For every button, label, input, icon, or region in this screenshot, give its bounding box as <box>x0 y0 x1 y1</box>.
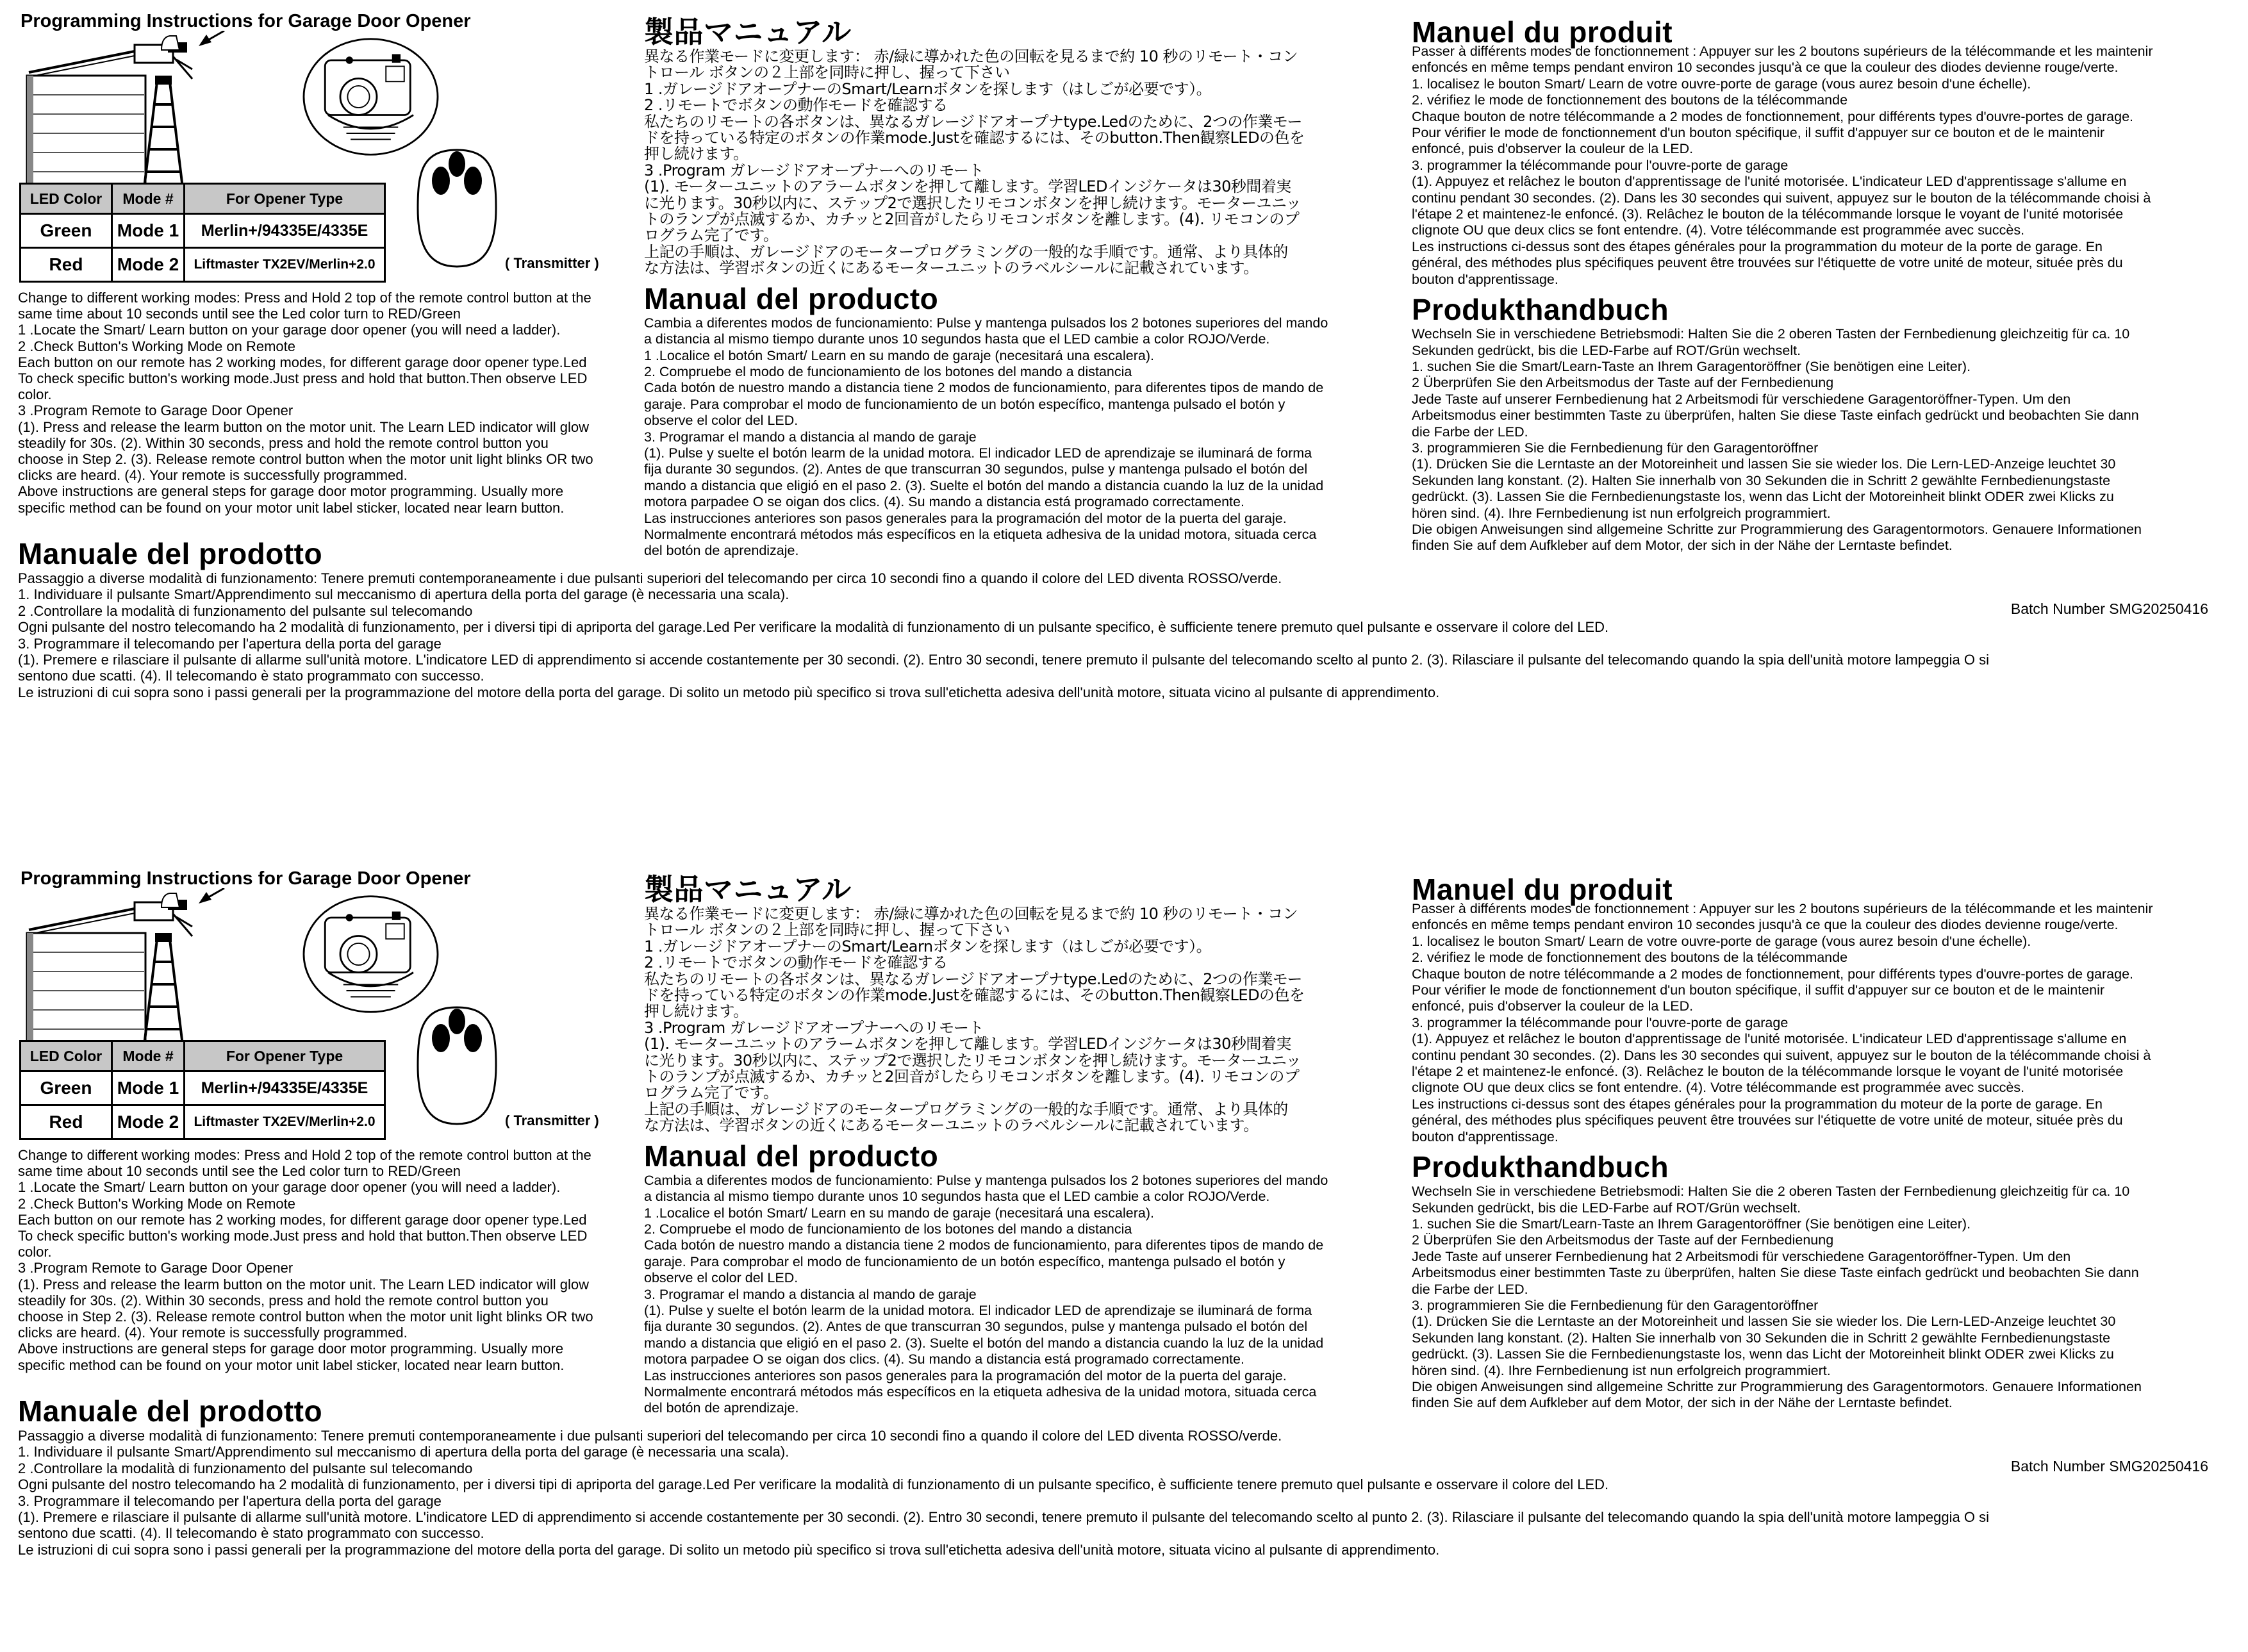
text-line: général, des méthodes plus spécifiques peuvent être trouvées sur l'étiquette de votre unité de moteur, située près du <box>1412 1112 2123 1128</box>
text-line: mando a distancia que eligió en el paso 2. (3). Suelte el botón del mando a distancia cuando la luz de la unidad <box>644 477 1324 493</box>
text-line: 3. programmer la télécommande pour l'ouvre-porte de garage <box>1412 157 1789 173</box>
transmitter-label: ( Transmitter ) <box>505 1112 599 1128</box>
text-line: 1. Individuare il pulsante Smart/Apprendimento sul meccanismo di apertura della porta del garage (è necessaria una scala). <box>18 586 789 603</box>
text-line: del botón de aprendizaje. <box>644 1400 799 1416</box>
text-line: Normalmente encontrará métodos más específicos en la etiqueta adhesiva de la unidad motora, situada cerca <box>644 1384 1317 1400</box>
text-line: (1). Pulse y suelte el botón learm de la unidad motora. El indicador LED de aprendizaje se iluminará de forma <box>644 445 1312 461</box>
batch-number: Batch Number SMG20250416 <box>2010 1458 2208 1474</box>
text-line: sentono due scatti. (4). Il telecomando è stato programmato con successo. <box>18 1525 484 1542</box>
text-line: enfoncé, puis d'observer la couleur de la LED. <box>1412 998 1694 1014</box>
text-line: clignote OU que deux clics se font entendre. (4). Votre télécommande est programmée avec succès. <box>1412 222 2025 238</box>
text-line: トロール ボタンの２上部を同時に押し、握って下さい <box>644 921 1010 939</box>
text-line: 2 .リモートでボタンの動作モードを確認する <box>644 96 948 115</box>
text-line: 押し続けます。 <box>644 145 748 163</box>
text-line: 私たちのリモートの各ボタンは、異なるガレージドアオープナtype.Ledのために、2つの作業モー <box>644 970 1302 988</box>
text-line: Cada botón de nuestro mando a distancia tiene 2 modos de funcionamiento, para diferentes tipos de mando de <box>644 1237 1324 1253</box>
spanish-instructions <box>644 315 1394 559</box>
text-line: To check specific button's working mode.Just press and hold that button.Then observe LED <box>18 1228 588 1244</box>
japanese-column <box>644 0 1394 559</box>
table-header: LED Color <box>21 184 112 214</box>
text-line: Above instructions are general steps for garage door motor programming. Usually more <box>18 483 564 500</box>
english-column <box>18 857 643 1373</box>
text-line: 上記の手順は、ガレージドアのモータープログラミングの一般的な手順です。通常、より具体的 <box>644 242 1288 261</box>
german-instructions <box>1412 326 2238 554</box>
french-german-column <box>1412 0 2238 554</box>
text-line: (1). モーターユニットのアラームボタンを押して離します。学習LEDインジケータは30秒間着実 <box>644 178 1291 196</box>
text-line: 1 .Localice el botón Smart/ Learn en su mando de garaje (necesitará una escalera). <box>644 1205 1154 1221</box>
text-line: die Farbe der LED. <box>1412 1281 1528 1297</box>
table-header: For Opener Type <box>185 184 385 214</box>
japanese-instructions <box>644 49 1394 277</box>
motor-unit-closeup-illustration <box>299 893 443 1015</box>
italian-title: Manuale del prodotto <box>18 1394 323 1428</box>
text-line: (1). Press and release the learm button on the motor unit. The Learn LED indicator will glow <box>18 1276 590 1293</box>
text-line: Las instrucciones anteriores son pasos generales para la programación del motor de la puerta del garaje. <box>644 1367 1287 1384</box>
japanese-title: 製品マニュアル <box>644 15 852 49</box>
table-cell: Liftmaster TX2EV/Merlin+2.0 <box>185 1105 385 1139</box>
italian-instructions <box>18 1428 2229 1558</box>
text-line: choose in Step 2. (3). Release remote control button when the motor unit light blinks OR two <box>18 451 593 468</box>
text-line: specific method can be found on your motor unit label sticker, located near learn button. <box>18 1357 565 1373</box>
text-line: ログラム完了です。 <box>644 1084 779 1102</box>
text-line: に光ります。30秒以内に、ステップ2で選択したリモコンボタンを押し続けます。モーターユニッ <box>644 1051 1302 1070</box>
table-cell: Mode 1 <box>112 214 185 248</box>
text-line: Sekunden gedrückt, bis die LED-Farbe auf ROT/Grün wechselt. <box>1412 1200 1801 1216</box>
french-german-column <box>1412 857 2238 1412</box>
text-line: specific method can be found on your motor unit label sticker, located near learn button. <box>18 499 565 516</box>
text-line: 異なる作業モードに変更します： 赤/緑に導かれた色の回転を見るまで約 10 秒のリモート・コン <box>644 905 1298 923</box>
text-line: 3. programmieren Sie die Fernbedienung für den Garagentoröffner <box>1412 440 1819 456</box>
german-title: Produkthandbuch <box>1412 293 1669 327</box>
text-line: garaje. Para comprobar el modo de funcionamiento de un botón específico, mantenga pulsado el botón y <box>644 1253 1285 1269</box>
text-line: clignote OU que deux clics se font entendre. (4). Votre télécommande est programmée avec succès. <box>1412 1080 2025 1096</box>
illustration-area <box>18 32 643 195</box>
text-line: Chaque bouton de notre télécommande a 2 modes de fonctionnement, pour différents types d'ouvre-portes de garage. <box>1412 108 2134 124</box>
text-line: enfoncés en même temps pendant environ 10 secondes jusqu'à ce que la couleur des diodes devienne rouge/verte. <box>1412 917 2119 933</box>
text-line: fija durante 30 segundos. (2). Antes de que transcurran 30 segundos, pulse y mantenga pulsado el botón del <box>644 461 1308 477</box>
text-line: l'étape 2 et maintenez-le enfoncé. (3). Relâchez le bouton de la télécommande lorsque le voyant de l'unité motorisée <box>1412 1064 2124 1080</box>
text-line: bouton d'apprentissage. <box>1412 271 1558 287</box>
text-line: Normalmente encontrará métodos más específicos en la etiqueta adhesiva de la unidad motora, situada cerca <box>644 526 1317 542</box>
text-line: Le istruzioni di cui sopra sono i passi generali per la programmazione del motore della porta del garage. Di solito un metodo più specifico si trova sull'etichetta adesiva dell'unità motore, situata vicino al pulsante di apprendimento. <box>18 1541 1440 1558</box>
text-line: général, des méthodes plus spécifiques peuvent être trouvées sur l'étiquette de votre unité de moteur, située près du <box>1412 255 2123 271</box>
text-line: clicks are heard. (4). Your remote is successfully programmed. <box>18 467 408 484</box>
text-line: 3 .Program ガレージドアオープナーへのリモート <box>644 161 984 179</box>
text-line: motora parpadee O se oigan dos clics. (4). Su mando a distancia está programado correctamente. <box>644 494 1244 510</box>
text-line: 2. vérifiez le mode de fonctionnement des boutons de la télécommande <box>1412 92 1848 108</box>
led-mode-table <box>19 183 386 283</box>
text-line: Ogni pulsante del nostro telecomando ha 2 modalità di funzionamento, per i diversi tipi di apriporta del garage.Led Per verificare la modalità di funzionamento di un pulsante specifico, è sufficiente tenere premuto quel pulsante e osservare il colore del LED. <box>18 1476 1609 1493</box>
remote-transmitter-illustration <box>415 1005 499 1127</box>
italian-title: Manuale del prodotto <box>18 537 323 570</box>
text-line: To check specific button's working mode.Just press and hold that button.Then observe LED <box>18 370 588 387</box>
text-line: a distancia al mismo tiempo durante unos 10 segundos hasta que el LED cambie a color ROJO/Verde. <box>644 1189 1270 1205</box>
german-title: Produkthandbuch <box>1412 1150 1669 1184</box>
text-line: 1 .Localice el botón Smart/ Learn en su mando de garaje (necesitará una escalera). <box>644 347 1154 363</box>
table-header-row <box>21 184 385 214</box>
text-line: observe el color del LED. <box>644 1270 798 1286</box>
text-line: 2 .Check Button's Working Mode on Remote <box>18 338 296 354</box>
french-instructions <box>1412 901 2238 1145</box>
text-line: a distancia al mismo tiempo durante unos 10 segundos hasta que el LED cambie a color ROJO/Verde. <box>644 331 1270 347</box>
text-line: (1). モーターユニットのアラームボタンを押して離します。学習LEDインジケータは30秒間着実 <box>644 1035 1291 1053</box>
text-line: (1). Drücken Sie die Lerntaste an der Motoreinheit und lassen Sie sie wieder los. Die Lern-LED-Anzeige leuchtet 30 <box>1412 1314 2116 1330</box>
text-line: 1 .ガレージドアオープナーのSmart/Learnボタンを探します（はしごが必要です）。 <box>644 937 1212 955</box>
text-line: (1). Pulse y suelte el botón learm de la unidad motora. El indicador LED de aprendizaje se iluminará de forma <box>644 1302 1312 1318</box>
text-line: Change to different working modes: Press and Hold 2 top of the remote control button at the <box>18 1147 591 1163</box>
remote-transmitter-illustration <box>415 147 499 269</box>
text-line: な方法は、学習ボタンの近くにあるモーターユニットのラベルシールに記載されています。 <box>644 1116 1259 1135</box>
text-line: 押し続けます。 <box>644 1002 748 1021</box>
text-line: mando a distancia que eligió en el paso 2. (3). Suelte el botón del mando a distancia cuando la luz de la unidad <box>644 1335 1324 1351</box>
table-row <box>21 1105 385 1139</box>
text-line: Wechseln Sie in verschiedene Betriebsmodi: Halten Sie die 2 oberen Tasten der Fernbedienung gleichzeitig für ca. 10 <box>1412 1184 2130 1200</box>
text-line: 1 .Locate the Smart/ Learn button on your garage door opener (you will need a ladder). <box>18 1179 561 1196</box>
table-header-row <box>21 1041 385 1071</box>
text-line: motora parpadee O se oigan dos clics. (4). Su mando a distancia está programado correctamente. <box>644 1351 1244 1367</box>
table-cell: Liftmaster TX2EV/Merlin+2.0 <box>185 248 385 282</box>
text-line: (1). Appuyez et relâchez le bouton d'apprentissage de l'unité motorisée. L'indicateur LED d'apprentissage s'allume en <box>1412 1031 2127 1047</box>
text-line: finden Sie auf dem Aufkleber auf dem Motor, der sich in der Nähe der Lerntaste befindet. <box>1412 538 1953 554</box>
table-cell: Mode 1 <box>112 1071 185 1105</box>
text-line: トのランプが点滅するか、カチッと2回音がしたらリモコンボタンを離します。(4). リモコンのプ <box>644 1068 1300 1086</box>
instruction-sheet-2 <box>0 857 2248 1652</box>
instruction-sheet-1 <box>0 0 2248 795</box>
text-line: 1. localisez le bouton Smart/ Learn de votre ouvre-porte de garage (vous aurez besoin d'une échelle). <box>1412 933 2031 949</box>
text-line: 1. suchen Sie die Smart/Learn-Taste an Ihrem Garagentoröffner (Sie benötigen eine Leiter). <box>1412 358 1971 374</box>
french-title: Manuel du produit <box>1412 15 1673 49</box>
text-line: steadily for 30s. (2). Within 30 seconds, press and hold the remote control button you <box>18 434 549 451</box>
transmitter-label: ( Transmitter ) <box>505 255 599 271</box>
text-line: 3 .Program ガレージドアオープナーへのリモート <box>644 1018 984 1037</box>
text-line: l'étape 2 et maintenez-le enfoncé. (3). Relâchez le bouton de la télécommande lorsque le voyant de l'unité motorisée <box>1412 206 2124 222</box>
table-cell: Mode 2 <box>112 1105 185 1139</box>
batch-number: Batch Number SMG20250416 <box>2010 600 2208 617</box>
text-line: 3 .Program Remote to Garage Door Opener <box>18 402 293 419</box>
text-line: 3 .Program Remote to Garage Door Opener <box>18 1260 293 1276</box>
text-line: ドを持っている特定のボタンの作業mode.Justを確認するには、そのbutton.Then観察LEDの色を <box>644 986 1305 1005</box>
table-cell: Green <box>21 214 112 248</box>
table-cell: Green <box>21 1071 112 1105</box>
text-line: 私たちのリモートの各ボタンは、異なるガレージドアオープナtype.Ledのために、2つの作業モー <box>644 112 1302 131</box>
text-line: gedrückt. (3). Lassen Sie die Fernbedienungstaste los, wenn das Licht der Motoreinheit blinkt ODER zwei Klicks zu <box>1412 489 2114 505</box>
text-line: 1 .ガレージドアオープナーのSmart/Learnボタンを探します（はしごが必要です）。 <box>644 79 1212 98</box>
text-line: Change to different working modes: Press and Hold 2 top of the remote control button at the <box>18 290 591 306</box>
text-line: 3. Programmare il telecomando per l'apertura della porta del garage <box>18 635 442 652</box>
text-line: 3. programmieren Sie die Fernbedienung für den Garagentoröffner <box>1412 1297 1819 1313</box>
text-line: garaje. Para comprobar el modo de funcionamiento de un botón específico, mantenga pulsado el botón y <box>644 396 1285 412</box>
text-line: トロール ボタンの２上部を同時に押し、握って下さい <box>644 63 1010 82</box>
motor-unit-closeup-illustration <box>299 36 443 158</box>
text-line: 異なる作業モードに変更します： 赤/緑に導かれた色の回転を見るまで約 10 秒のリモート・コン <box>644 47 1298 65</box>
text-line: (1). Appuyez et relâchez le bouton d'apprentissage de l'unité motorisée. L'indicateur LED d'apprentissage s'allume en <box>1412 174 2127 190</box>
table-header: Mode # <box>112 184 185 214</box>
text-line: del botón de aprendizaje. <box>644 543 799 559</box>
text-line: Wechseln Sie in verschiedene Betriebsmodi: Halten Sie die 2 oberen Tasten der Fernbedienung gleichzeitig für ca. 10 <box>1412 326 2130 342</box>
spanish-instructions <box>644 1173 1394 1417</box>
japanese-column <box>644 857 1394 1417</box>
text-line: 2. Compruebe el modo de funcionamiento de los botones del mando a distancia <box>644 1221 1132 1237</box>
text-line: continu pendant 30 secondes. (2). Dans les 30 secondes qui suivent, appuyez sur le bouton de la télécommande choisi à <box>1412 1047 2151 1063</box>
text-line: 1. Individuare il pulsante Smart/Apprendimento sul meccanismo di apertura della porta del garage (è necessaria una scala). <box>18 1444 789 1460</box>
text-line: 3. programmer la télécommande pour l'ouvre-porte de garage <box>1412 1014 1789 1030</box>
japanese-title: 製品マニュアル <box>644 872 852 907</box>
english-title: Programming Instructions for Garage Door Opener <box>21 11 471 31</box>
text-line: 1 .Locate the Smart/ Learn button on your garage door opener (you will need a ladder). <box>18 322 561 338</box>
text-line: Sekunden lang konstant. (2). Halten Sie innerhalb von 30 Sekunden die in Schritt 2 gewählte Fernbedienungstaste <box>1412 472 2111 488</box>
text-line: 上記の手順は、ガレージドアのモータープログラミングの一般的な手順です。通常、より具体的 <box>644 1100 1288 1118</box>
table-cell: Merlin+/94335E/4335E <box>185 214 385 248</box>
italian-instructions <box>18 570 2229 700</box>
text-line: Sekunden gedrückt, bis die LED-Farbe auf ROT/Grün wechselt. <box>1412 342 1801 358</box>
text-line: に光ります。30秒以内に、ステップ2で選択したリモコンボタンを押し続けます。モーターユニッ <box>644 194 1302 212</box>
text-line: Passer à différents modes de fonctionnement : Appuyer sur les 2 boutons supérieurs de la télécommande et les maintenir <box>1412 44 2153 59</box>
text-line: Jede Taste auf unserer Fernbedienung hat 2 Arbeitsmodi für verschiedene Garagentoröffner-Typen. Um den <box>1412 391 2071 407</box>
table-cell: Red <box>21 248 112 282</box>
illustration-area <box>18 889 643 1053</box>
text-line: 2 .Check Button's Working Mode on Remote <box>18 1195 296 1212</box>
text-line: Ogni pulsante del nostro telecomando ha 2 modalità di funzionamento, per i diversi tipi di apriporta del garage.Led Per verificare la modalità di funzionamento di un pulsante specifico, è sufficiente tenere premuto quel pulsante e osservare il colore del LED. <box>18 619 1609 636</box>
text-line: bouton d'apprentissage. <box>1412 1128 1558 1144</box>
text-line: (1). Drücken Sie die Lerntaste an der Motoreinheit und lassen Sie sie wieder los. Die Lern-LED-Anzeige leuchtet 30 <box>1412 456 2116 472</box>
text-line: Die obigen Anweisungen sind allgemeine Schritte zur Programmierung des Garagentormotors. Genauere Informationen <box>1412 1378 2142 1394</box>
text-line: same time about 10 seconds until see the Led color turn to RED/Green <box>18 1163 461 1180</box>
table-cell: Mode 2 <box>112 248 185 282</box>
text-line: 1. suchen Sie die Smart/Learn-Taste an Ihrem Garagentoröffner (Sie benötigen eine Leiter). <box>1412 1216 1971 1232</box>
text-line: Les instructions ci-dessus sont des étapes générales pour la programmation du moteur de la porte de garage. En <box>1412 1096 2103 1112</box>
text-line: Cambia a diferentes modos de funcionamiento: Pulse y mantenga pulsados los 2 botones superiores del mando <box>644 315 1328 331</box>
text-line: トのランプが点滅するか、カチッと2回音がしたらリモコンボタンを離します。(4). リモコンのプ <box>644 210 1300 229</box>
text-line: Las instrucciones anteriores son pasos generales para la programación del motor de la puerta del garaje. <box>644 510 1287 526</box>
text-line: ドを持っている特定のボタンの作業mode.Justを確認するには、そのbutton.Then観察LEDの色を <box>644 129 1305 147</box>
text-line: (1). Premere e rilasciare il pulsante di allarme sull'unità motore. L'indicatore LED di apprendimento si accende costantemente per 30 secondi. (2). Entro 30 secondi, tenere premuto il pulsante del telecomando scelto al punto 2. (3). Rilasciare il pulsante del telecomando quando la spia dell'unità motore lampeggia O si <box>18 1509 1989 1526</box>
text-line: gedrückt. (3). Lassen Sie die Fernbedienungstaste los, wenn das Licht der Motoreinheit blinkt ODER zwei Klicks zu <box>1412 1346 2114 1362</box>
table-row <box>21 1071 385 1105</box>
text-line: steadily for 30s. (2). Within 30 seconds, press and hold the remote control button you <box>18 1292 549 1309</box>
text-line: Le istruzioni di cui sopra sono i passi generali per la programmazione del motore della porta del garage. Di solito un metodo più specifico si trova sull'etichetta adesiva dell'unità motore, situata vicino al pulsante di apprendimento. <box>18 684 1440 700</box>
text-line: Passer à différents modes de fonctionnement : Appuyer sur les 2 boutons supérieurs de la télécommande et les maintenir <box>1412 901 2153 916</box>
text-line: finden Sie auf dem Aufkleber auf dem Motor, der sich in der Nähe der Lerntaste befindet. <box>1412 1395 1953 1411</box>
text-line: Above instructions are general steps for garage door motor programming. Usually more <box>18 1341 564 1357</box>
japanese-instructions <box>644 906 1394 1134</box>
text-line: Les instructions ci-dessus sont des étapes générales pour la programmation du moteur de la porte de garage. En <box>1412 238 2103 254</box>
table-header: Mode # <box>112 1041 185 1071</box>
german-instructions <box>1412 1184 2238 1412</box>
french-title: Manuel du produit <box>1412 873 1673 906</box>
text-line: same time about 10 seconds until see the Led color turn to RED/Green <box>18 306 461 322</box>
text-line: Cambia a diferentes modos de funcionamiento: Pulse y mantenga pulsados los 2 botones superiores del mando <box>644 1172 1328 1188</box>
text-line: observe el color del LED. <box>644 413 798 429</box>
text-line: な方法は、学習ボタンの近くにあるモーターユニットのラベルシールに記載されています。 <box>644 259 1259 277</box>
text-line: 3. Programmare il telecomando per l'apertura della porta del garage <box>18 1492 442 1509</box>
text-line: 2 .Controllare la modalità di funzionamento del pulsante sul telecomando <box>18 602 473 619</box>
table-cell: Merlin+/94335E/4335E <box>185 1071 385 1105</box>
text-line: sentono due scatti. (4). Il telecomando è stato programmato con successo. <box>18 668 484 684</box>
text-line: color. <box>18 1244 52 1260</box>
text-line: 2. Compruebe el modo de funcionamiento de los botones del mando a distancia <box>644 363 1132 379</box>
text-line: Pour vérifier le mode de fonctionnement d'un bouton spécifique, il suffit d'appuyer sur ce bouton et de le maintenir <box>1412 982 2105 998</box>
table-row <box>21 214 385 248</box>
garage-door-opener-illustration <box>19 888 231 1048</box>
text-line: continu pendant 30 secondes. (2). Dans les 30 secondes qui suivent, appuyez sur le bouton de la télécommande choisi à <box>1412 190 2151 206</box>
text-line: Die obigen Anweisungen sind allgemeine Schritte zur Programmierung des Garagentormotors. Genauere Informationen <box>1412 521 2142 537</box>
text-line: Jede Taste auf unserer Fernbedienung hat 2 Arbeitsmodi für verschiedene Garagentoröffner-Typen. Um den <box>1412 1248 2071 1264</box>
garage-door-opener-illustration <box>19 31 231 191</box>
table-row <box>21 248 385 282</box>
text-line: Each button on our remote has 2 working modes, for different garage door opener type.Led <box>18 354 587 370</box>
text-line: hören sind. (4). Ihre Fernbedienung ist nun erfolgreich programmiert. <box>1412 505 1831 521</box>
text-line: Each button on our remote has 2 working modes, for different garage door opener type.Led <box>18 1211 587 1228</box>
text-line: choose in Step 2. (3). Release remote control button when the motor unit light blinks OR two <box>18 1309 593 1325</box>
french-instructions <box>1412 44 2238 288</box>
text-line: 2 Überprüfen Sie den Arbeitsmodus der Taste auf der Fernbedienung <box>1412 1232 1834 1248</box>
text-line: Arbeitsmodus einer bestimmten Taste zu überprüfen, halten Sie diese Taste einfach gedrückt und beobachten Sie dann <box>1412 408 2139 424</box>
text-line: enfoncé, puis d'observer la couleur de la LED. <box>1412 141 1694 157</box>
led-mode-table <box>19 1040 386 1140</box>
spanish-title: Manual del producto <box>644 1139 939 1173</box>
italian-section <box>18 537 2229 700</box>
table-header: For Opener Type <box>185 1041 385 1071</box>
text-line: Pour vérifier le mode de fonctionnement d'un bouton spécifique, il suffit d'appuyer sur ce bouton et de le maintenir <box>1412 125 2105 141</box>
text-line: 2 .リモートでボタンの動作モードを確認する <box>644 954 948 972</box>
spanish-title: Manual del producto <box>644 281 939 315</box>
english-instructions <box>18 1147 643 1373</box>
text-line: 2. vérifiez le mode de fonctionnement des boutons de la télécommande <box>1412 950 1848 966</box>
text-line: 1. localisez le bouton Smart/ Learn de votre ouvre-porte de garage (vous aurez besoin d'une échelle). <box>1412 76 2031 92</box>
text-line: Passaggio a diverse modalità di funzionamento: Tenere premuti contemporaneamente i due pulsanti superiori del telecomando per circa 10 secondi fino a quando il colore del LED diventa ROSSO/verde. <box>18 1428 1282 1444</box>
text-line: fija durante 30 segundos. (2). Antes de que transcurran 30 segundos, pulse y mantenga pulsado el botón del <box>644 1319 1308 1335</box>
text-line: (1). Press and release the learm button on the motor unit. The Learn LED indicator will glow <box>18 418 590 435</box>
text-line: Cada botón de nuestro mando a distancia tiene 2 modos de funcionamiento, para diferentes tipos de mando de <box>644 380 1324 396</box>
text-line: Arbeitsmodus einer bestimmten Taste zu überprüfen, halten Sie diese Taste einfach gedrückt und beobachten Sie dann <box>1412 1265 2139 1281</box>
text-line: ログラム完了です。 <box>644 226 779 245</box>
text-line: (1). Premere e rilasciare il pulsante di allarme sull'unità motore. L'indicatore LED di apprendimento si accende costantemente per 30 secondi. (2). Entro 30 secondi, tenere premuto il pulsante del telecomando scelto al punto 2. (3). Rilasciare il pulsante del telecomando quando la spia dell'unità motore lampeggia O si <box>18 652 1989 668</box>
text-line: 3. Programar el mando a distancia al mando de garaje <box>644 1286 977 1302</box>
text-line: clicks are heard. (4). Your remote is successfully programmed. <box>18 1325 408 1341</box>
table-header: LED Color <box>21 1041 112 1071</box>
text-line: Passaggio a diverse modalità di funzionamento: Tenere premuti contemporaneamente i due pulsanti superiori del telecomando per circa 10 secondi fino a quando il colore del LED diventa ROSSO/verde. <box>18 570 1282 586</box>
text-line: Sekunden lang konstant. (2). Halten Sie innerhalb von 30 Sekunden die in Schritt 2 gewählte Fernbedienungstaste <box>1412 1330 2111 1346</box>
text-line: 2 Überprüfen Sie den Arbeitsmodus der Taste auf der Fernbedienung <box>1412 375 1834 391</box>
table-cell: Red <box>21 1105 112 1139</box>
text-line: Chaque bouton de notre télécommande a 2 modes de fonctionnement, pour différents types d'ouvre-portes de garage. <box>1412 966 2134 982</box>
text-line: enfoncés en même temps pendant environ 10 secondes jusqu'à ce que la couleur des diodes devienne rouge/verte. <box>1412 60 2119 76</box>
english-title: Programming Instructions for Garage Door Opener <box>21 868 471 889</box>
text-line: color. <box>18 386 52 403</box>
text-line: hören sind. (4). Ihre Fernbedienung ist nun erfolgreich programmiert. <box>1412 1362 1831 1378</box>
text-line: 3. Programar el mando a distancia al mando de garaje <box>644 429 977 445</box>
italian-section <box>18 1394 2229 1558</box>
text-line: die Farbe der LED. <box>1412 424 1528 440</box>
english-column <box>18 0 643 516</box>
text-line: 2 .Controllare la modalità di funzionamento del pulsante sul telecomando <box>18 1460 473 1476</box>
english-instructions <box>18 290 643 516</box>
